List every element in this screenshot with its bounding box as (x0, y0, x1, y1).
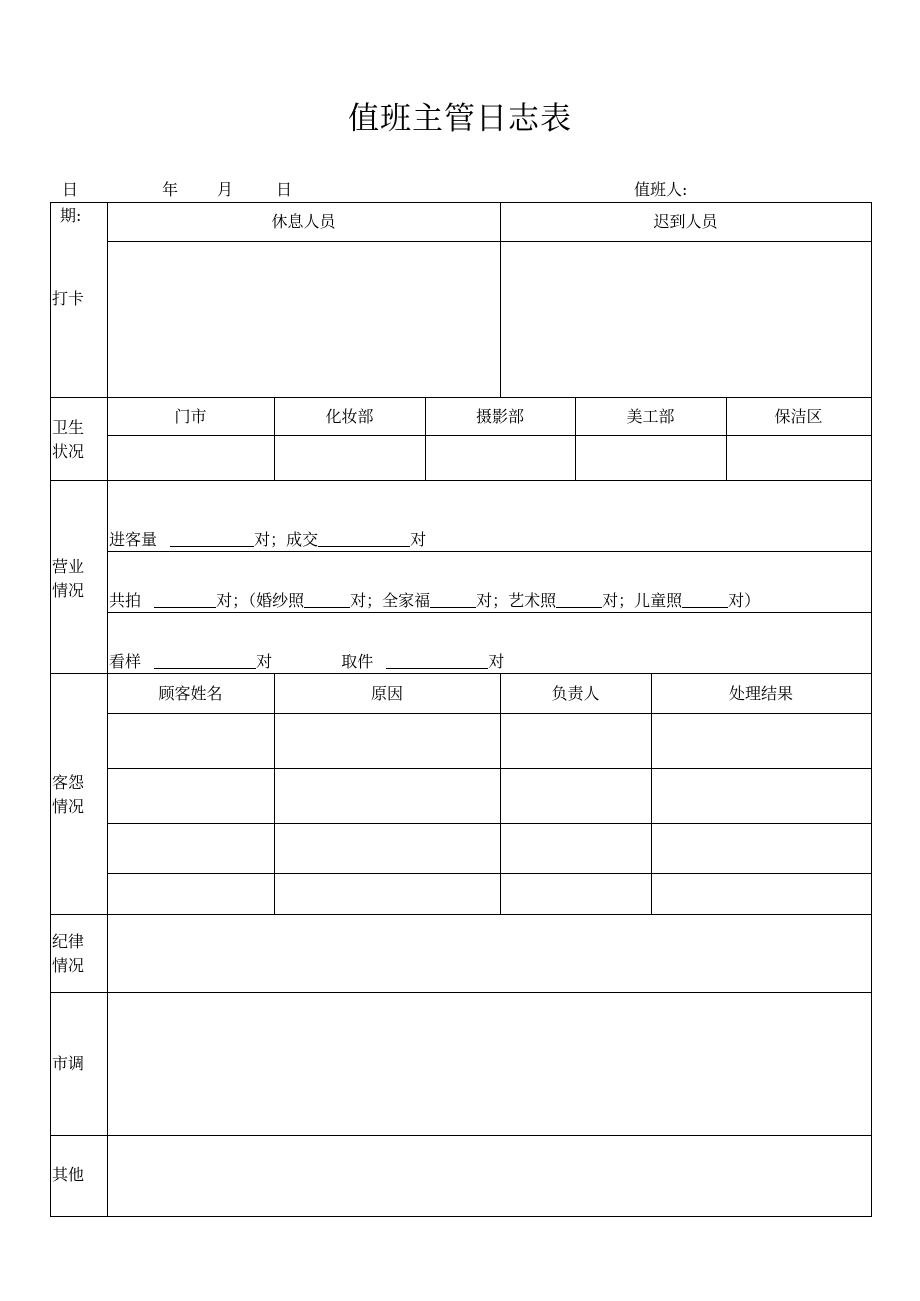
col-rest-staff: 休息人员 (271, 212, 336, 231)
art-hygiene-field[interactable] (576, 436, 726, 480)
hygiene-label-line1: 卫生 (52, 418, 85, 437)
table-row[interactable] (108, 769, 871, 823)
page-title: 值班主管日志表 (348, 101, 572, 137)
pickup-label: 取件 (341, 652, 374, 671)
visitors-pair-deal-label: 对；成交 (254, 530, 319, 549)
shoots-close-label: 对） (728, 591, 761, 610)
on-duty-label: 值班人: (634, 180, 688, 199)
makeup-hygiene-field[interactable] (275, 436, 425, 480)
art-count-blank[interactable] (556, 593, 602, 608)
complaints-label-line2: 情况 (52, 797, 85, 816)
attendance-label: 打卡 (52, 289, 85, 308)
business-label-line2: 情况 (52, 581, 85, 600)
business-row-visitors (109, 532, 426, 548)
hygiene-label-line2: 状况 (52, 442, 85, 461)
view-samples-label: 看样 (109, 652, 142, 671)
cleaning-hygiene-field[interactable] (727, 436, 871, 480)
art-photo-label: 对；艺术照 (476, 591, 557, 610)
visitors-label: 进客量 (109, 530, 158, 549)
other-label: 其他 (52, 1165, 85, 1184)
date-year-label: 年 (162, 180, 179, 199)
col-storefront: 门市 (174, 407, 207, 426)
rest-staff-field[interactable] (108, 242, 500, 397)
market-survey-label: 市调 (52, 1054, 85, 1073)
col-late-staff: 迟到人员 (653, 212, 718, 231)
shoots-count-blank[interactable] (154, 593, 216, 608)
deals-count-blank[interactable] (318, 532, 410, 547)
date-month-label: 月 (217, 180, 234, 199)
other-field[interactable] (108, 1136, 871, 1216)
deals-pair-label: 对 (410, 530, 427, 549)
business-row-shoots (109, 593, 760, 609)
wedding-count-blank[interactable] (304, 593, 350, 608)
kids-count-blank[interactable] (682, 593, 728, 608)
photo-hygiene-field[interactable] (426, 436, 575, 480)
family-count-blank[interactable] (430, 593, 476, 608)
table-row[interactable] (108, 714, 871, 768)
col-customer-name: 顾客姓名 (158, 684, 223, 703)
visitors-count-blank[interactable] (170, 532, 254, 547)
business-row-viewing (109, 654, 504, 670)
wedding-photo-label: 对；（婚纱照 (216, 591, 305, 610)
date-label-day-prefix: 日 (62, 180, 79, 199)
family-photo-label: 对；全家福 (350, 591, 431, 610)
shoots-label: 共拍 (109, 591, 142, 610)
discipline-field[interactable] (108, 915, 871, 992)
col-cleaning-area: 保洁区 (774, 407, 823, 426)
col-reason: 原因 (370, 684, 403, 703)
pickup-count-blank[interactable] (386, 654, 488, 669)
table-row[interactable] (108, 824, 871, 873)
kids-photo-label: 对；儿童照 (602, 591, 683, 610)
col-makeup-dept: 化妆部 (325, 407, 374, 426)
col-responsible: 负责人 (551, 684, 600, 703)
date-label-suffix: 期: (60, 206, 82, 225)
view-pair-label: 对 (256, 652, 273, 671)
business-label-line1: 营业 (52, 557, 85, 576)
date-day-label: 日 (276, 180, 293, 199)
col-resolution: 处理结果 (728, 684, 793, 703)
storefront-hygiene-field[interactable] (108, 436, 274, 480)
pickup-pair-label: 对 (488, 652, 505, 671)
view-count-blank[interactable] (154, 654, 256, 669)
col-art-dept: 美工部 (626, 407, 675, 426)
market-survey-field[interactable] (108, 993, 871, 1135)
complaints-label-line1: 客怨 (52, 773, 85, 792)
late-staff-field[interactable] (501, 242, 871, 397)
discipline-label-line1: 纪律 (52, 932, 85, 951)
col-photo-dept: 摄影部 (475, 407, 524, 426)
discipline-label-line2: 情况 (52, 956, 85, 975)
table-row[interactable] (108, 874, 871, 914)
